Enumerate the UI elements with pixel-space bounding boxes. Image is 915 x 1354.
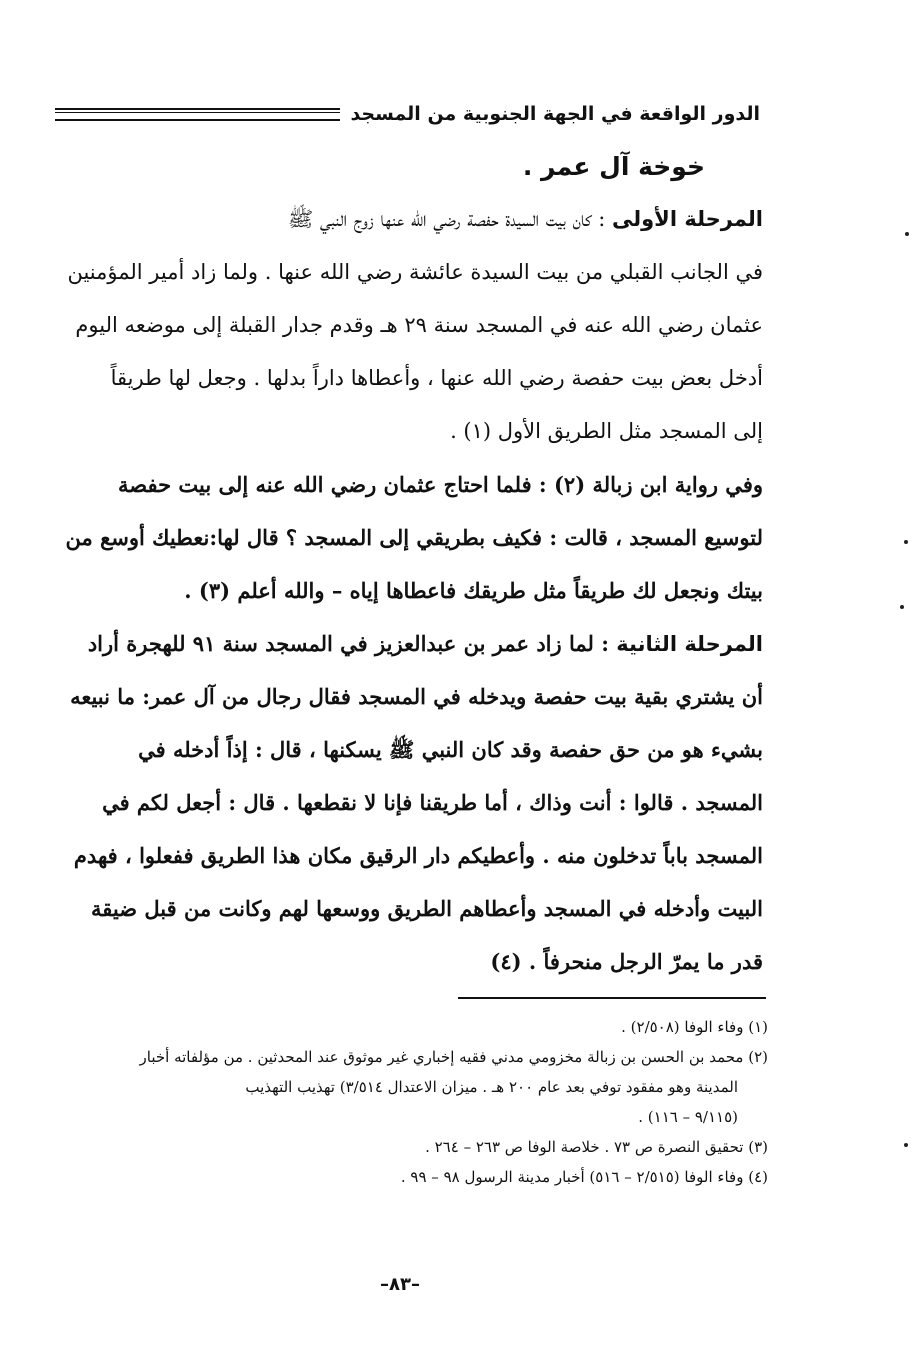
paragraph-line: وفي رواية ابن زبالة (٢) : فلما احتاج عثمان رضي الله عنه إلى بيت حفصة xyxy=(118,472,763,497)
paragraph-line xyxy=(58,193,763,246)
paragraph-line: المسجد . قالوا : أنت وذاك ، أما طريقنا فإنا لا نقطعها . قال : أجعل لكم في xyxy=(102,790,763,815)
paragraph-ibn-zabala xyxy=(58,458,763,617)
header-rule xyxy=(55,108,340,121)
footnote-2-continued: المدينة وهو مفقود توفي بعد عام ٢٠٠ هـ . ميزان الاعتدال ٣/٥١٤) تهذيب التهذيب xyxy=(245,1078,738,1096)
scan-speck xyxy=(905,232,909,236)
scan-speck xyxy=(900,605,904,609)
running-header xyxy=(55,96,760,132)
footnotes xyxy=(58,1012,768,1192)
footnote-2-continued: (٩/١١٥ – ١١٦) . xyxy=(638,1108,738,1126)
stage-two-heading: المرحلة الثانية xyxy=(616,632,763,656)
page-number: –٨٣– xyxy=(380,1274,420,1295)
body-text xyxy=(58,140,763,988)
scan-speck xyxy=(904,1143,908,1147)
paragraph-line: أن يشتري بقية بيت حفصة ويدخله في المسجد فقال رجال من آل عمر: ما نبيعه xyxy=(70,684,763,709)
paragraph-line xyxy=(58,617,763,670)
running-header-title: الدور الواقعة في الجهة الجنوبية من المسجد xyxy=(350,103,760,125)
footnote-separator xyxy=(458,997,766,999)
footnote-1: (١) وفاء الوفا (٢/٥٠٨) . xyxy=(621,1018,768,1036)
paragraph-line: في الجانب القبلي من بيت السيدة عائشة رضي الله عنها . ولما زاد أمير المؤمنين xyxy=(67,260,763,284)
paragraph-line: البيت وأدخله في المسجد وأعطاهم الطريق ووسعها لهم وكانت من قبل ضيقة xyxy=(91,896,763,921)
paragraph-line: قدر ما يمرّ الرجل منحرفاً . (٤) xyxy=(490,949,763,974)
scan-speck xyxy=(904,540,908,544)
paragraph-stage-one xyxy=(58,193,763,458)
paragraph-line: إلى المسجد مثل الطريق الأول (١) . xyxy=(450,419,763,443)
paragraph-text: : لما زاد عمر بن عبدالعزيز في المسجد سنة ٩١ للهجرة أراد xyxy=(87,631,617,656)
footnote-2: (٢) محمد بن الحسن بن زبالة مخزومي مدني فقيه إخباري غير موثوق عند المحدثين . من مؤلفاته أخبار xyxy=(139,1048,768,1066)
footnote-3: (٣) تحقيق النصرة ص ٧٣ . خلاصة الوفا ص ٢٦٣ – ٢٦٤ . xyxy=(425,1138,768,1156)
paragraph-line: بيتك ونجعل لك طريقاً مثل طريقك فاعطاها إياه – والله أعلم (٣) . xyxy=(184,578,763,603)
paragraph-line: بشيء هو من حق حفصة وقد كان النبي ﷺ يسكنها ، قال : إذاً أدخله في xyxy=(138,737,763,762)
paragraph-line: أدخل بعض بيت حفصة رضي الله عنها ، وأعطاها داراً بدلها . وجعل لها طريقاً xyxy=(110,366,763,390)
paragraph-text: : كان بيت السيدة حفصة رضي الله عنها زوج النبي ﷺ xyxy=(287,207,612,231)
stage-one-heading: المرحلة الأولى xyxy=(612,207,763,231)
paragraph-line: لتوسيع المسجد ، قالت : فكيف بطريقي إلى المسجد ؟ قال لها:نعطيك أوسع من xyxy=(65,525,763,550)
section-subtitle: خوخة آل عمر . xyxy=(522,152,705,181)
footnote-4: (٤) وفاء الوفا (٢/٥١٥ – ٥١٦) أخبار مدينة الرسول ٩٨ – ٩٩ . xyxy=(400,1168,768,1186)
paragraph-line: المسجد باباً تدخلون منه . وأعطيكم دار الرقيق مكان هذا الطريق ففعلوا ، فهدم xyxy=(73,843,763,868)
paragraph-line: عثمان رضي الله عنه في المسجد سنة ٢٩ هـ وقدم جدار القبلة إلى موضعه اليوم xyxy=(75,313,763,337)
paragraph-stage-two xyxy=(58,617,763,988)
